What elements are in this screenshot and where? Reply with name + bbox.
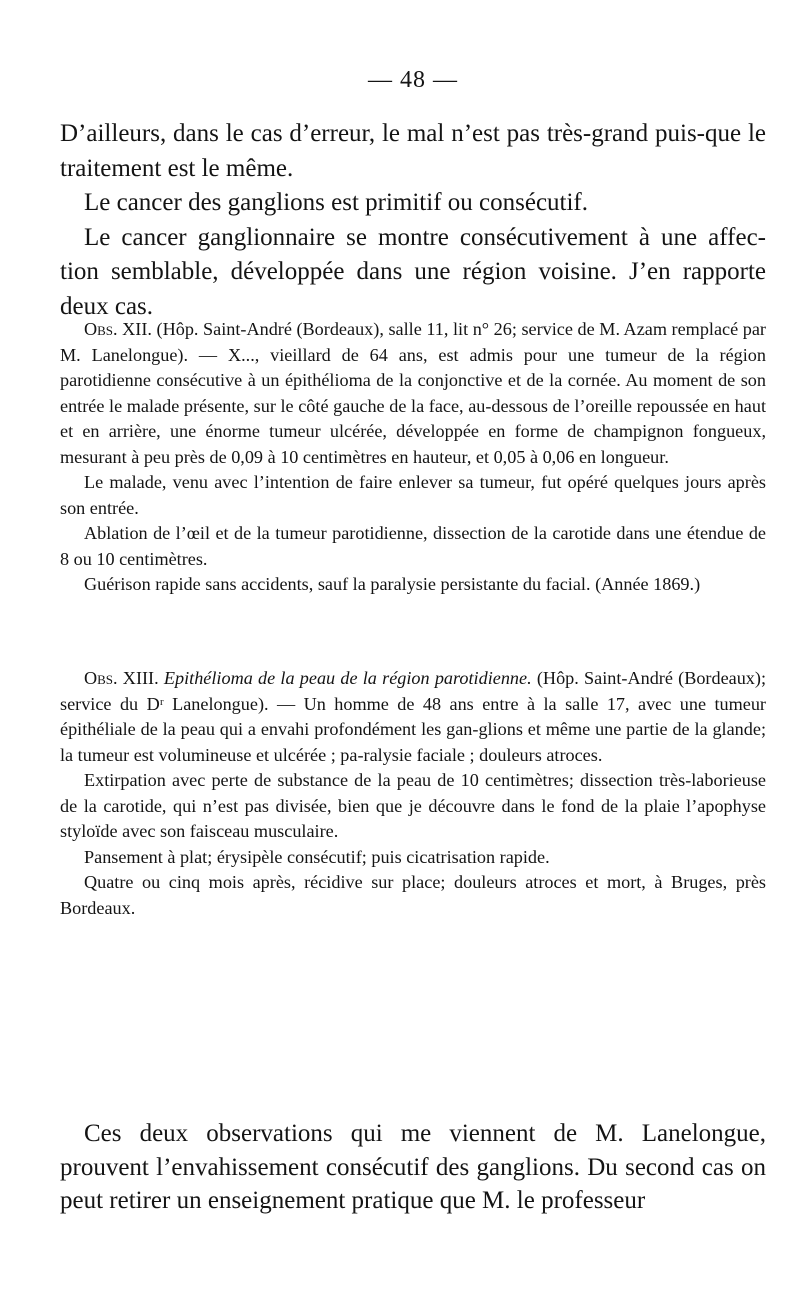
intro-paragraph-3: Le cancer ganglionnaire se montre consécutivement à une affec-tion semblable, développée dans une région voisine. J’en rapporte deux cas. xyxy=(60,223,766,320)
intro-section xyxy=(60,117,766,324)
obs12-paragraph-1-text: (Hôp. Saint-André (Bordeaux), salle 11, lit n° 26; service de M. Azam remplacé par M. Lanelongue). — X..., vieillard de 64 ans, est admis pour une tumeur de la région parotidienne consécutive à un épithélioma de la conjonctive et de la cornée. Au moment de son entrée le malade présente, sur le côté gauche de la face, au-dessous de l’oreille repoussée en haut et en arrière, une énorme tumeur ulcérée, développée en forme de champignon fongueux, mesurant à peu près de 0,09 à 10 centimètres en hauteur, et 0,05 à 0,06 en longueur. xyxy=(60,319,766,467)
observation-xiii xyxy=(60,666,766,921)
obs13-label: Obs. XIII. xyxy=(84,668,159,688)
obs13-title: Epithélioma de la peau de la région parotidienne. xyxy=(163,668,532,688)
page-number: — 48 — xyxy=(368,67,458,93)
obs13-paragraph-2: Extirpation avec perte de substance de la peau de 10 centimètres; dissection très-laborieuse de la carotide, qui n’est pas divisée, bien que je découvre dans le fond de la plaie l’apophyse styloïde avec son faisceau musculaire. xyxy=(60,770,766,841)
obs13-paragraph-3: Pansement à plat; érysipèle consécutif; puis cicatrisation rapide. xyxy=(84,846,550,867)
obs12-paragraph-2: Le malade, venu avec l’intention de faire enlever sa tumeur, fut opéré quelques jours après son entrée. xyxy=(60,472,766,518)
observation-xii xyxy=(60,317,766,598)
obs13-paragraph-1-text: (Hôp. Saint-André (Bordeaux); service du Dʳ Lanelongue). — Un homme de 48 ans entre à la salle 17, avec une tumeur épithéliale de la peau qui a envahi profondément les gan-glions et même une partie de la glande; la tumeur est volumineuse et ulcérée ; pa-ralysie faciale ; douleurs atroces. xyxy=(60,668,767,765)
obs12-paragraph-1 xyxy=(60,317,766,470)
obs13-paragraph-1 xyxy=(60,666,766,768)
closing-paragraph: Ces deux observations qui me viennent de M. Lanelongue, prouvent l’envahissement consécutif des ganglions. Du second cas on peut retirer un enseignement pratique que M. le professeur xyxy=(60,1120,766,1214)
intro-paragraph-2: Le cancer des ganglions est primitif ou consécutif. xyxy=(84,189,589,216)
obs12-paragraph-3: Ablation de l’œil et de la tumeur parotidienne, dissection de la carotide dans une étendue de 8 ou 10 centimètres. xyxy=(60,523,766,569)
obs12-label: Obs. XII. xyxy=(84,319,152,339)
obs13-paragraph-4: Quatre ou cinq mois après, récidive sur place; douleurs atroces et mort, à Bruges, près Bordeaux. xyxy=(60,872,766,918)
obs12-paragraph-4: Guérison rapide sans accidents, sauf la paralysie persistante du facial. (Année 1869.) xyxy=(84,574,701,594)
closing-section xyxy=(60,1117,766,1218)
intro-paragraph-1: D’ailleurs, dans le cas d’erreur, le mal n’est pas très-grand puis-que le traitement est le même. xyxy=(60,120,766,182)
